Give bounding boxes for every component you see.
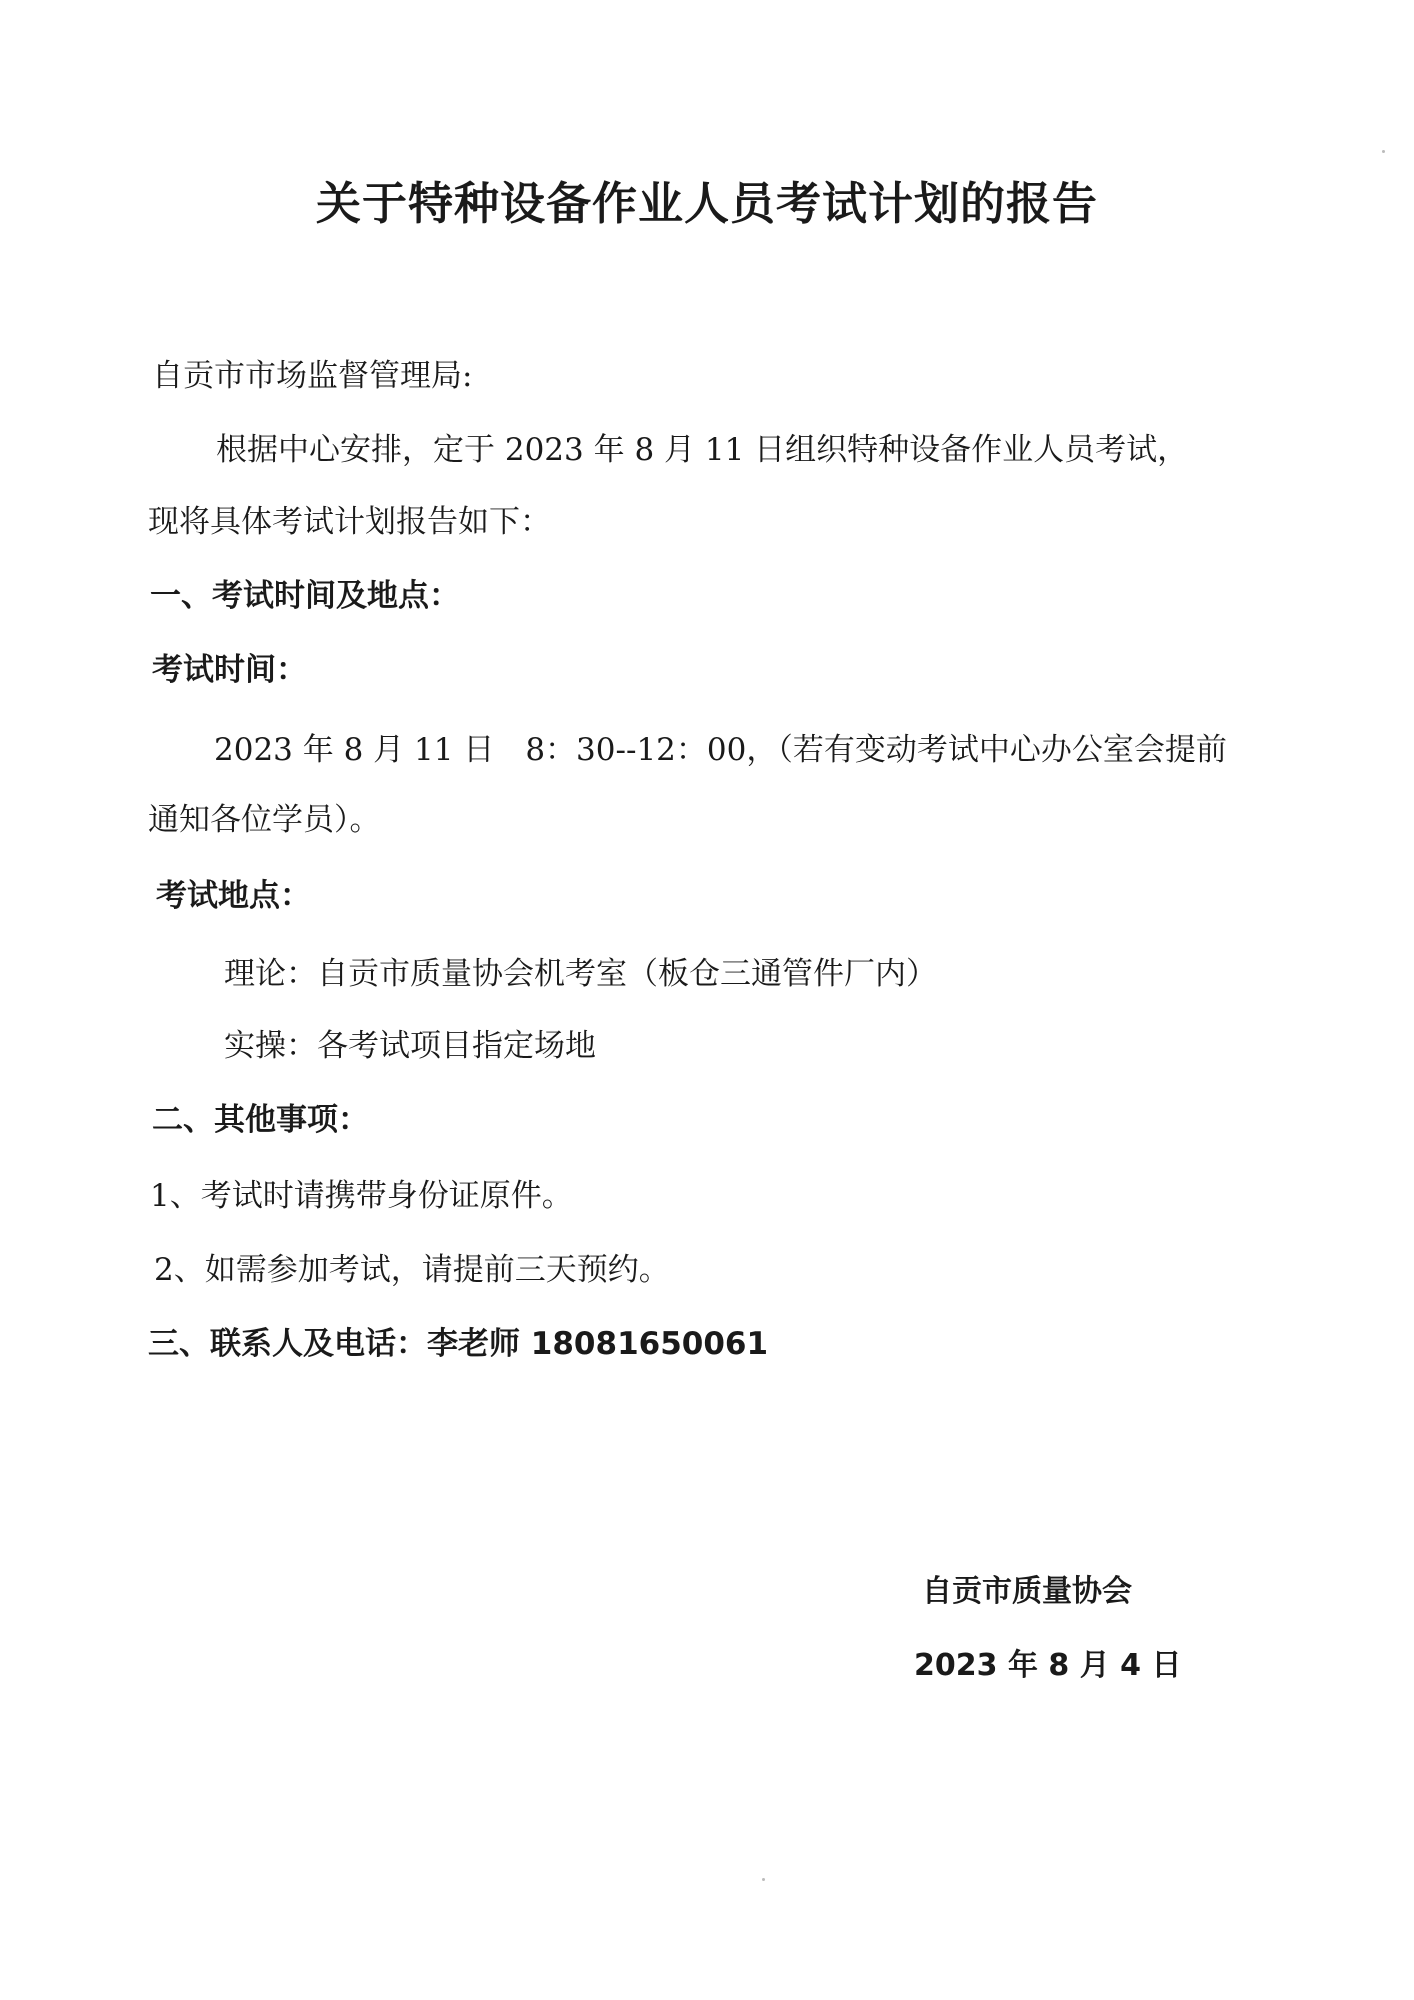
practical-location: 实操：各考试项目指定场地 <box>224 1028 596 1064</box>
scan-speck <box>1382 150 1385 153</box>
list-item-1: 1、考试时请携带身份证原件。 <box>150 1178 573 1214</box>
exam-time-line-2: 通知各位学员）。 <box>148 802 381 838</box>
section-2-heading: 二、其他事项： <box>152 1102 369 1138</box>
recipient-line: 自贡市市场监督管理局: <box>152 358 473 394</box>
theory-location: 理论：自贡市质量协会机考室（板仓三通管件厂内） <box>224 956 937 992</box>
section-3-contact: 三、联系人及电话：李老师 18081650061 <box>148 1326 769 1362</box>
scan-speck <box>762 1878 765 1881</box>
section-1-heading: 一、考试时间及地点： <box>150 578 460 614</box>
exam-time-heading: 考试时间： <box>152 652 307 688</box>
intro-paragraph-line-1: 根据中心安排，定于 2023 年 8 月 11 日组织特种设备作业人员考试， <box>216 432 1189 468</box>
document-title: 关于特种设备作业人员考试计划的报告 <box>315 177 1098 230</box>
exam-place-heading: 考试地点： <box>156 878 311 914</box>
list-item-2: 2、如需参加考试，请提前三天预约。 <box>154 1252 670 1288</box>
intro-paragraph-line-2: 现将具体考试计划报告如下： <box>148 504 551 540</box>
exam-time-line-1: 2023 年 8 月 11 日 8：30--12：00，（若有变动考试中心办公室会提前 <box>214 732 1227 768</box>
signature-organization: 自贡市质量协会 <box>922 1574 1132 1609</box>
signature-date: 2023 年 8 月 4 日 <box>914 1648 1182 1683</box>
